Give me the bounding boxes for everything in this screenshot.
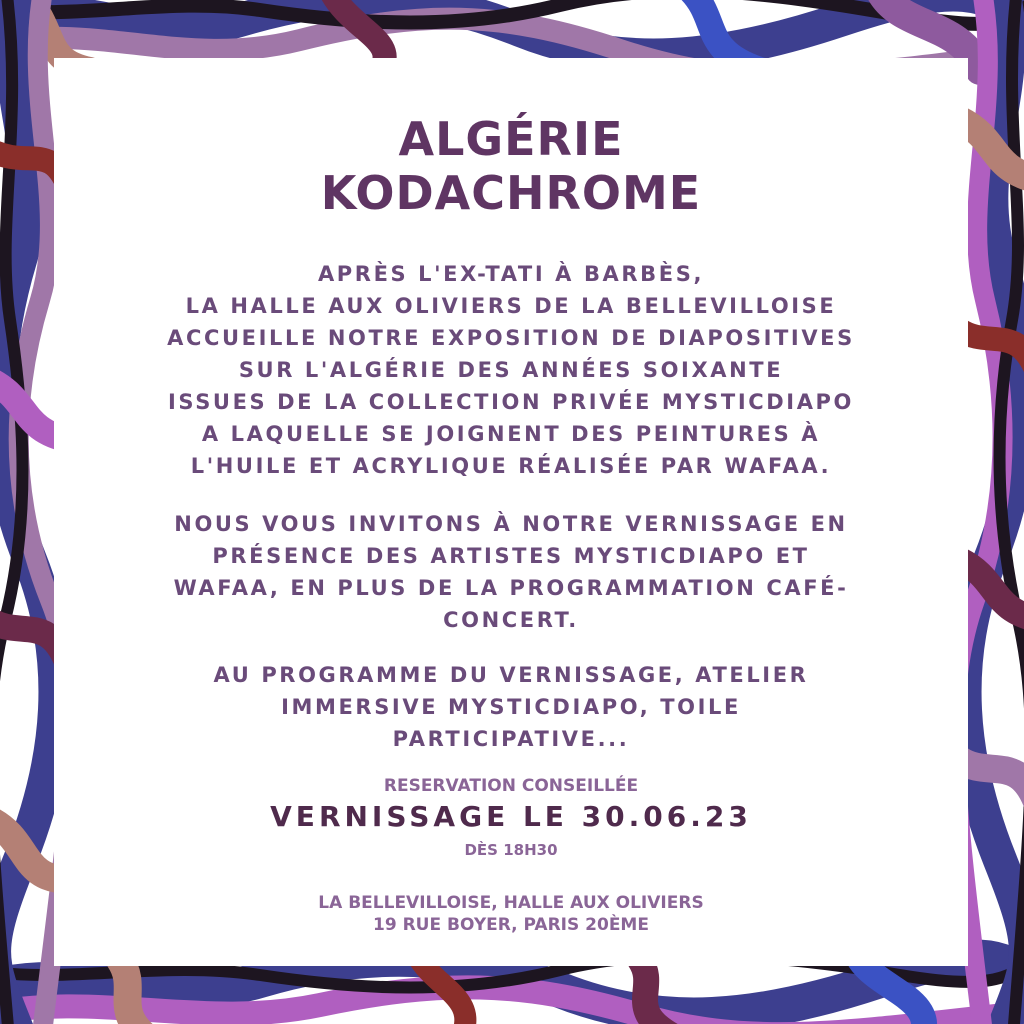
text-card: [54, 58, 968, 966]
invite-line: WAFAA, EN PLUS DE LA PROGRAMMATION CAFÉ-: [173, 576, 849, 600]
intro-line: ACCUEILLE NOTRE EXPOSITION DE DIAPOSITIVES: [167, 326, 855, 350]
intro-line: ISSUES DE LA COLLECTION PRIVÉE MYSTICDIAPO: [168, 390, 854, 414]
program-line: IMMERSIVE MYSTICDIAPO, TOILE: [281, 695, 741, 719]
title-line-1: ALGÉRIE: [398, 112, 624, 166]
intro-line: A LAQUELLE SE JOIGNENT DES PEINTURES À: [201, 422, 821, 446]
intro-line: LA HALLE AUX OLIVIERS DE LA BELLEVILLOISE: [185, 294, 837, 318]
title-line-2: KODACHROME: [320, 166, 702, 220]
venue-address: 19 RUE BOYER, PARIS 20ÈME: [373, 915, 649, 935]
venue-name: LA BELLEVILLOISE, HALLE AUX OLIVIERS: [318, 893, 704, 913]
invite-line: CONCERT.: [443, 608, 579, 632]
program-line: PARTICIPATIVE...: [392, 727, 630, 751]
reservation-note: RESERVATION CONSEILLÉE: [383, 776, 639, 796]
start-time: DÈS 18H30: [464, 841, 558, 859]
intro-line: APRÈS L'EX-TATI À BARBÈS,: [317, 262, 705, 286]
invite-line: PRÉSENCE DES ARTISTES MYSTICDIAPO ET: [212, 544, 810, 568]
program-line: AU PROGRAMME DU VERNISSAGE, ATELIER: [213, 663, 809, 687]
invite-line: NOUS VOUS INVITONS À NOTRE VERNISSAGE EN: [174, 512, 848, 536]
intro-line: L'HUILE ET ACRYLIQUE RÉALISÉE PAR WAFAA.: [190, 454, 832, 478]
vernissage-date: VERNISSAGE LE 30.06.23: [270, 800, 752, 833]
intro-line: SUR L'ALGÉRIE DES ANNÉES SOIXANTE: [238, 358, 784, 382]
